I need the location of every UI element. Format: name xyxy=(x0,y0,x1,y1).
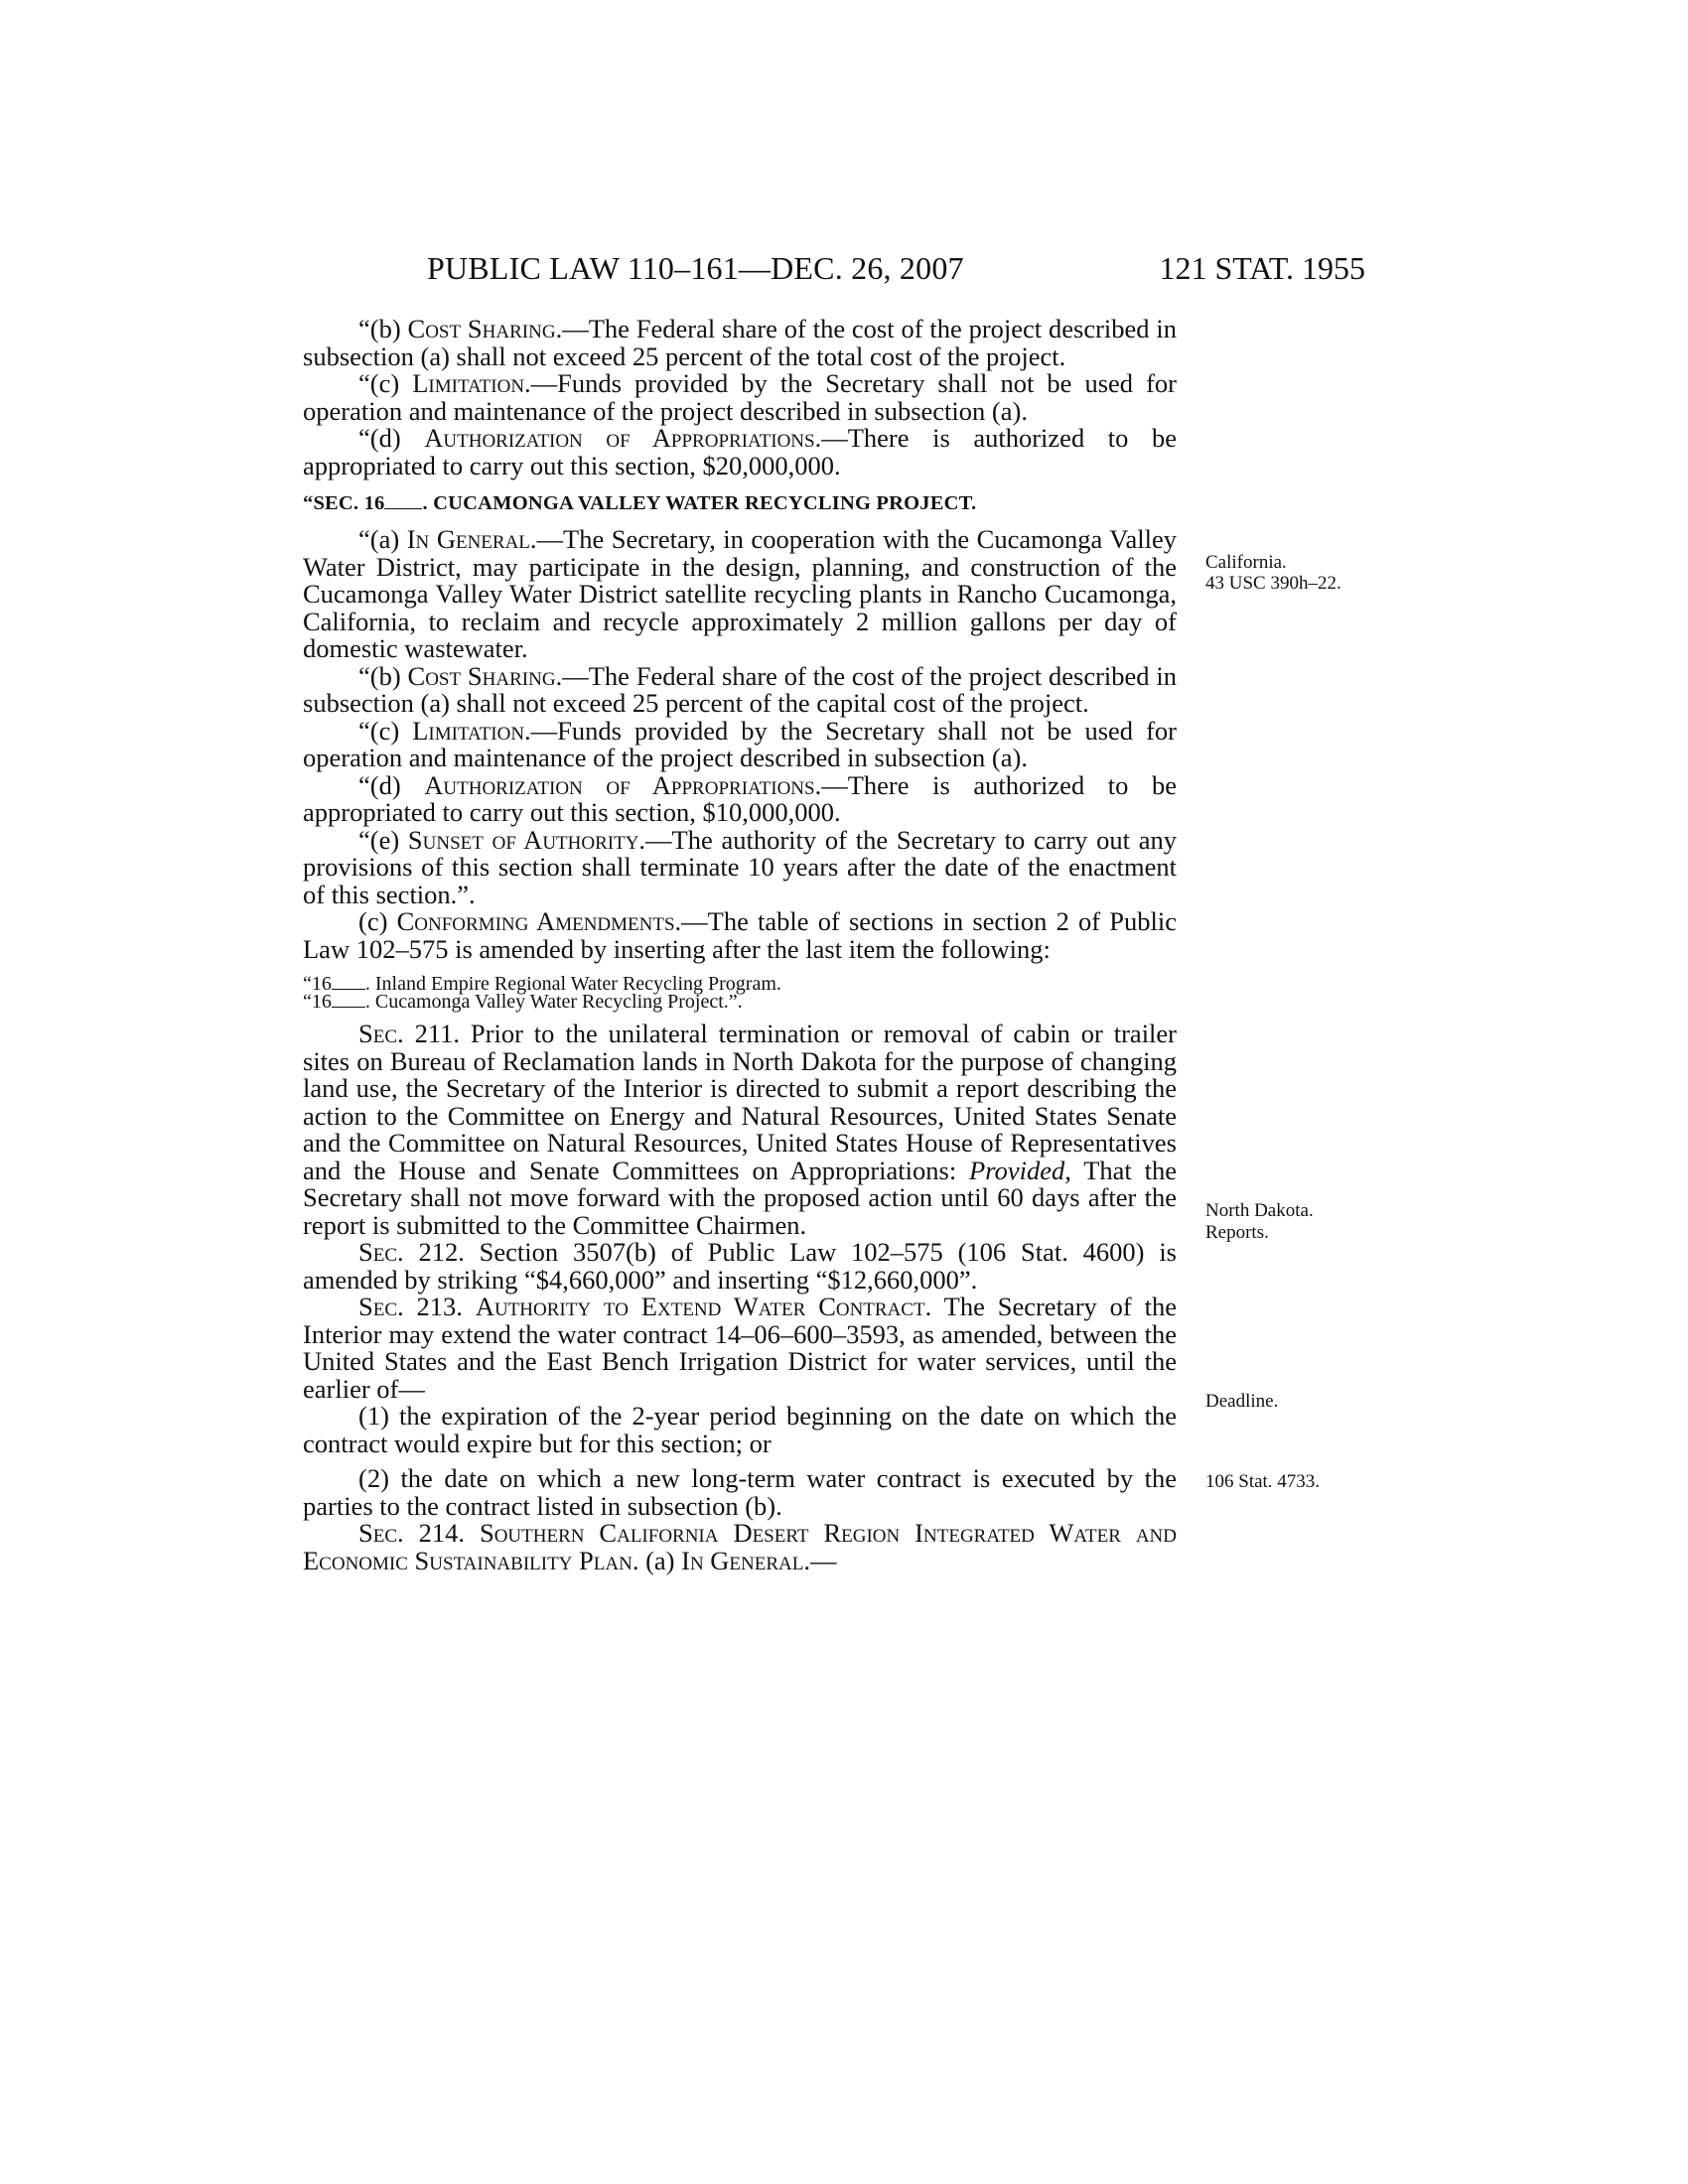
running-title: PUBLIC LAW 110–161—DEC. 26, 2007 xyxy=(427,250,964,286)
conforming-amendments: (c) Conforming Amendments.—The table of sections in section 2 of Public Law 102–575 is amended by inserting after the last item the following: xyxy=(303,906,1177,964)
subsection-a-in-general: “(a) In General.—The Secretary, in cooperation with the Cucamonga Valley Water District, may participate in the design, planning, and construction of the Cucamonga Valley Water District satellite recycling plants in Rancho Cucamonga, California, to reclaim and recycle approximately 2 million gallons per day of domestic wastewater. xyxy=(303,524,1177,663)
subsection-e-sunset: “(e) Sunset of Authority.—The authority of the Secretary to carry out any provisions of this section shall terminate 10 years after the date of the enactment of this section.”. xyxy=(303,824,1177,909)
stat-page-number: 121 STAT. 1955 xyxy=(1159,250,1365,286)
subsection-c-limitation-2: “(c) Limitation.—Funds provided by the Secretary shall not be used for operation and maintenance of the project described in subsection (a). xyxy=(303,715,1177,772)
table-of-sections-insert xyxy=(303,975,1177,1011)
subsection-b-cost-sharing-2: “(b) Cost Sharing.—The Federal share of the cost of the project described in subsection (a) shall not exceed 25 percent of the capital cost of the project. xyxy=(303,660,1177,718)
section-212: Sec. 212. Section 3507(b) of Public Law 102–575 (106 Stat. 4600) is amended by striking “$4,660,000” and inserting “$12,660,000”. xyxy=(303,1237,1177,1295)
toc-item: “16 . Inland Empire Regional Water Recycling Program. xyxy=(303,973,781,995)
subsection-b-cost-sharing-1: “(b) Cost Sharing.—The Federal share of the cost of the project described in subsection (a) shall not exceed 25 percent of the total cost of the project. xyxy=(303,314,1177,371)
body-text xyxy=(303,316,1177,1574)
section-213-item-2: (2) the date on which a new long-term water contract is executed by the parties to the contract listed in subsection (b). xyxy=(303,1463,1177,1521)
section-heading-cucamonga: “SEC. 16 . CUCAMONGA VALLEY WATER RECYCLING PROJECT. xyxy=(303,492,977,514)
margin-note-reports: Reports. xyxy=(1205,1222,1269,1243)
margin-note-deadline: Deadline. xyxy=(1205,1391,1279,1412)
subsection-d-appropriations-1: “(d) Authorization of Appropriations.—There is authorized to be appropriated to carry out this section, $20,000,000. xyxy=(303,423,1177,480)
section-211: Sec. 211. Prior to the unilateral termination or removal of cabin or trailer sites on Bureau of Reclamation lands in North Dakota for the purpose of changing land use, the Secretary of the Interior is directed to submit a report describing the action to the Committee on Energy and Natural Resources, United States Senate and the Committee on Natural Resources, United States House of Representatives and the House and Senate Committees on Appropriations: Provided, That the Secretary shall not move forward with the proposed action until 60 days after the report is submitted to the Committee Chairmen. xyxy=(303,1019,1178,1240)
page-header xyxy=(427,250,1365,290)
margin-note-usc-citation: 43 USC 390h–22. xyxy=(1205,573,1341,594)
margin-note-north-dakota: North Dakota. xyxy=(1205,1200,1314,1221)
section-213-item-1: (1) the expiration of the 2-year period beginning on the date on which the contract would expire but for this section; or xyxy=(303,1401,1177,1458)
subsection-d-appropriations-2: “(d) Authorization of Appropriations.—There is authorized to be appropriated to carry out this section, $10,000,000. xyxy=(303,769,1177,827)
margin-note-stat-reference: 106 Stat. 4733. xyxy=(1205,1471,1321,1492)
toc-item: “16 . Cucamonga Valley Water Recycling Project.”. xyxy=(303,991,743,1013)
subsection-c-limitation-1: “(c) Limitation.—Funds provided by the Secretary shall not be used for operation and maintenance of the project described in subsection (a). xyxy=(303,368,1177,426)
margin-note-california: California. xyxy=(1205,552,1287,573)
section-213: Sec. 213. Authority to Extend Water Contract. The Secretary of the Interior may extend the water contract 14–06–600–3593, as amended, between the United States and the East Bench Irrigation District for water services, until the earlier of— xyxy=(303,1292,1177,1404)
section-214: Sec. 214. Southern California Desert Region Integrated Water and Economic Sustainability Plan. (a) In General.— xyxy=(303,1518,1177,1575)
